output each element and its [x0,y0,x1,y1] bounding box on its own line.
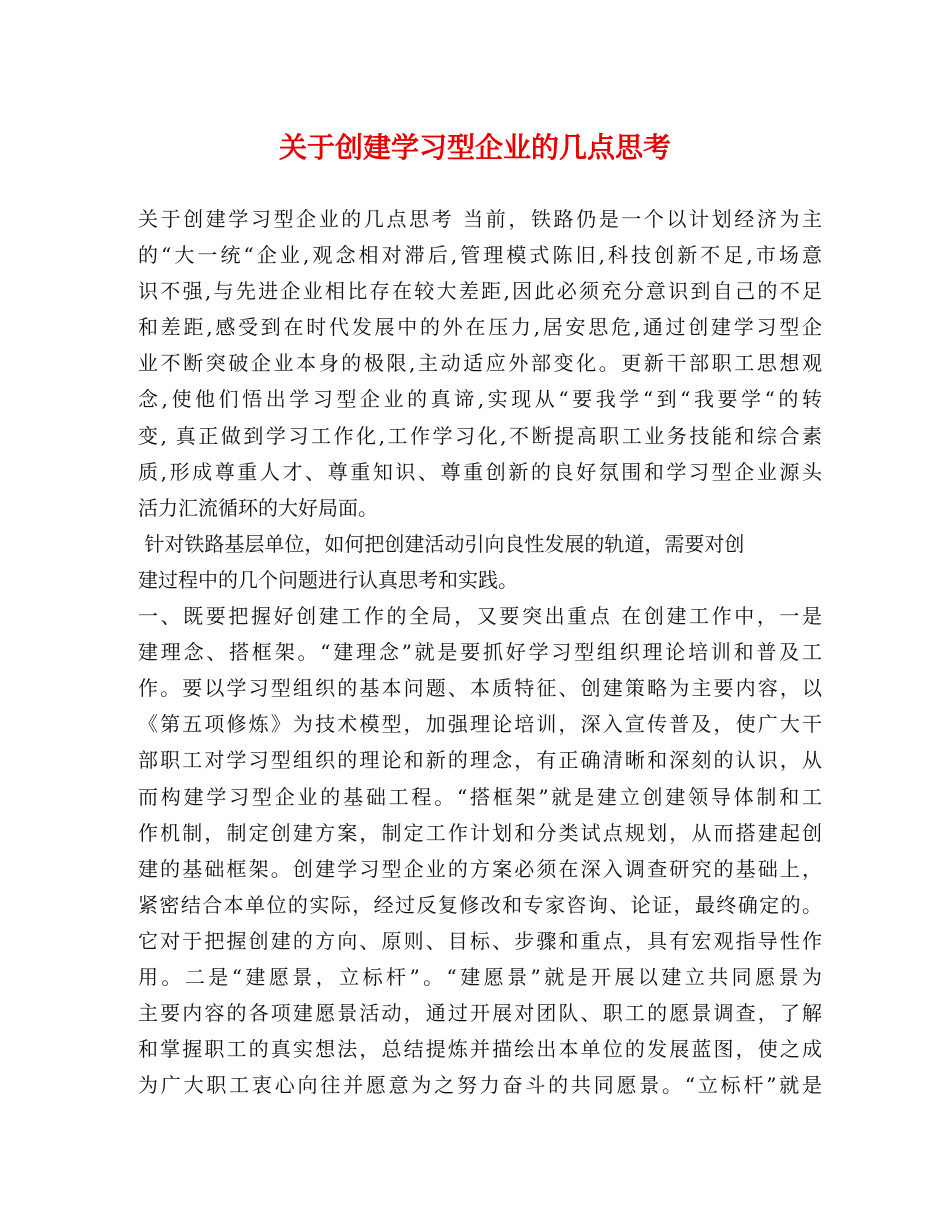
body-line: 活力汇流循环的大好局面。 [138,495,378,520]
body-line: 部职工对学习型组织的理论和新的理念，有正确清晰和深刻的认识，从 [138,748,822,773]
document-title: 关于创建学习型企业的几点思考 [278,131,671,164]
body-line: 念,使他们悟出学习型企业的真谛,实现从“要我学“到“我要学“的转 [138,387,822,412]
body-line: 紧密结合本单位的实际，经过反复修改和专家咨询、论证，最终确定的。 [138,892,822,917]
body-line: 识不强,与先进企业相比存在较大差距,因此必须充分意识到自己的不足 [138,279,822,304]
document-body [138,201,822,1103]
body-line: 用。二是“建愿景，立标杆”。“建愿景”就是开展以建立共同愿景为 [138,964,822,989]
body-line: 为广大职工衷心向往并愿意为之努力奋斗的共同愿景。“立标杆”就是 [138,1073,822,1098]
body-line: 作。要以学习型组织的基本问题、本质特征、创建策略为主要内容，以 [138,676,822,701]
body-line: 和掌握职工的真实想法，总结提炼并描绘出本单位的发展蓝图，使之成 [138,1037,822,1062]
body-line: 建理念、搭框架。“建理念”就是要抓好学习型组织理论培训和普及工 [138,640,822,665]
body-line: 主要内容的各项建愿景活动，通过开展对团队、职工的愿景调查，了解 [138,1001,822,1026]
body-line: 针对铁路基层单位，如何把创建活动引向良性发展的轨道，需要对创 [138,531,745,556]
body-line: 和差距,感受到在时代发展中的外在压力,居安思危,通过创建学习型企 [138,315,822,340]
body-line: 一、既要把握好创建工作的全局，又要突出重点 在创建工作中，一是 [138,604,822,629]
body-line: 《第五项修炼》为技术模型，加强理论培训，深入宣传普及，使广大干 [138,712,822,737]
body-line: 而构建学习型企业的基础工程。“搭框架”就是建立创建领导体制和工 [138,784,822,809]
body-line: 的“大一统“企业,观念相对滞后,管理模式陈旧,科技创新不足,市场意 [138,243,822,268]
body-line: 业不断突破企业本身的极限,主动适应外部变化。更新干部职工思想观 [138,351,822,376]
body-line: 作机制，制定创建方案，制定工作计划和分类试点规划，从而搭建起创 [138,820,822,845]
body-line: 建过程中的几个问题进行认真思考和实践。 [138,567,518,592]
body-line: 变, 真正做到学习工作化,工作学习化,不断提高职工业务技能和综合素 [138,423,822,448]
body-line: 它对于把握创建的方向、原则、目标、步骤和重点，具有宏观指导性作 [138,928,822,953]
body-line: 建的基础框架。创建学习型企业的方案必须在深入调查研究的基础上， [138,856,822,881]
body-line: 质,形成尊重人才、尊重知识、尊重创新的良好氛围和学习型企业源头 [138,459,822,484]
body-line: 关于创建学习型企业的几点思考 当前，铁路仍是一个以计划经济为主 [138,207,822,231]
